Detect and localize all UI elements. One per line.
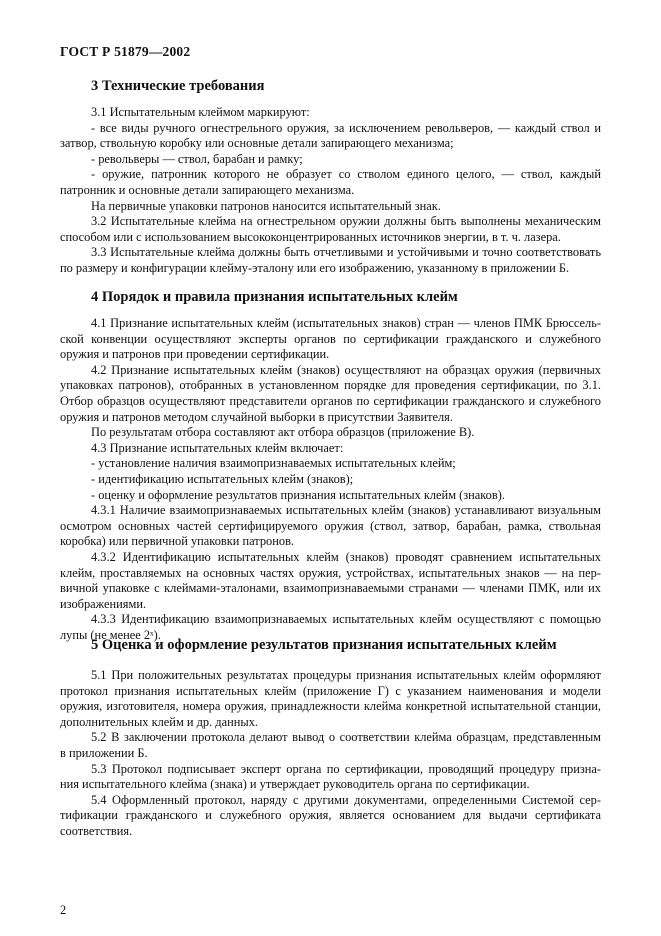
text-line: патронник и основные детали запирающего механизма. bbox=[60, 183, 355, 197]
text-line: тификации гражданского и служебного оружия, является основанием для выдачи сертификата bbox=[60, 808, 601, 823]
text-line: По результатам отбора составляют акт отбора образцов (приложение В). bbox=[91, 425, 475, 440]
text-line: 4.2 Признание испытательных клейм (знаков) осуществляют на образцах оружия (первичных bbox=[91, 362, 601, 377]
text-line: - револьверы — ствол, барабан и рамку; bbox=[91, 151, 303, 166]
page-number: 2 bbox=[60, 903, 67, 917]
text-line: дополнительных клейм и др. данных. bbox=[60, 714, 258, 729]
text-line: 4.3.2 Идентификацию испытательных клейм (знаков) проводят сравнением испытательных bbox=[91, 550, 601, 564]
text-line: Отбор образцов осуществляют представители органов по сертификации гражданского и служебного bbox=[60, 394, 601, 408]
text-line: 5.3 Протокол подписывает эксперт органа по сертификации, проводящий процедуру призна- bbox=[91, 761, 601, 776]
text-line: оружия и патронов при проведении сертификации. bbox=[60, 347, 330, 362]
text-line: коробка) или первичной упаковки патронов. bbox=[60, 534, 295, 549]
text-line: изображениями. bbox=[60, 596, 147, 611]
text-line: 5.1 При положительных результатах процедуры признания испытательных клейм оформляют bbox=[91, 668, 601, 682]
text-line: в приложении Б. bbox=[60, 746, 148, 760]
text-line: 3.1 Испытательным клеймом маркируют: bbox=[91, 105, 310, 119]
text-line: 4.3.3 Идентификацию взаимопризнаваемых испытательных клейм осуществляют с помощью bbox=[91, 612, 601, 627]
text-line: протокол признания испытательных клейм (приложение Г) с указанием наименования и модели bbox=[60, 683, 601, 698]
text-line: соответствия. bbox=[60, 824, 133, 838]
text-line: клейм, проставляемых на основных частях оружия, устройствах, испытательных знаков — на пер- bbox=[60, 565, 601, 580]
text-line: 4.1 Признание испытательных клейм (испытательных знаков) стран — членов ПМК Брюссель- bbox=[91, 316, 601, 330]
text-line: 4.3.1 Наличие взаимопризнаваемых испытательных клейм (знаков) устанавливают визуальным bbox=[91, 503, 601, 518]
text-line: - установление наличия взаимопризнаваемых испытательных клейм; bbox=[91, 456, 456, 471]
text-line: упаковках патронов), отобранных в установленном порядке для проведения сертификации, по 3.1. bbox=[60, 378, 601, 393]
text-line: оружия, изготовителя, номера оружия, принадлежности клейма конкретной испытательной станции, bbox=[60, 699, 601, 714]
text-line: ния испытательного клейма (знака) и утверждает руководитель органа по сертификации. bbox=[60, 777, 530, 792]
text-line: 4.3 Признание испытательных клейм включает: bbox=[91, 440, 344, 455]
text-line: - оценку и оформление результатов признания испытательных клейм (знаков). bbox=[91, 487, 505, 502]
text-line: лупы (не менее 2ˣ). bbox=[60, 628, 161, 642]
text-line: оружия и патронов методом случайной выборки в присутствии Заявителя. bbox=[60, 409, 453, 424]
text-line: 3.3 Испытательные клейма должны быть отчетливыми и устойчивыми и точно соответствовать bbox=[91, 245, 601, 260]
text-line: вичной упаковке с клеймами-эталонами, взаимопризнаваемыми странами — членами ПМК, или их bbox=[60, 581, 601, 596]
text-line: - все виды ручного огнестрельного оружия, за исключением револьверов, — каждый ствол и bbox=[91, 120, 601, 135]
text-line: 5.2 В заключении протокола делают вывод о соответствии клейма образцам, представленным bbox=[91, 730, 601, 745]
section-title: 3 Технические требования bbox=[91, 78, 265, 94]
text-line: 3.2 Испытательные клейма на огнестрельном оружии должны быть выполнены механическим bbox=[91, 214, 601, 229]
text-line: - идентификацию испытательных клейм (знаков); bbox=[91, 472, 354, 486]
text-line: осмотром основных частей сертифицируемого оружия (ствол, затвор, барабан, рамка, ствольная bbox=[60, 518, 601, 533]
text-line: На первичные упаковки патронов наносится испытательный знак. bbox=[91, 198, 441, 213]
text-line: способом или с использованием высококонцентрированных источников энергии, в т. ч. лазера. bbox=[60, 229, 561, 244]
text-line: ской конвенции осуществляют эксперты органов по сертификации гражданского и служебного bbox=[60, 331, 601, 346]
text-line: 5.4 Оформленный протокол, наряду с другими документами, определенными Системой сер- bbox=[91, 792, 601, 807]
text-line: по размеру и конфигурации клейму-эталону или его изображению, указанному в приложении Б. bbox=[60, 261, 570, 275]
text-line: - оружие, патронник которого не образует со стволом единого целого, — ствол, каждый bbox=[91, 167, 601, 182]
document-header: ГОСТ Р 51879—2002 bbox=[60, 44, 191, 59]
text-line: затвор, ствольную коробку или основные детали запирающего механизма; bbox=[60, 136, 454, 151]
section-title: 4 Порядок и правила признания испытательных клейм bbox=[91, 289, 458, 305]
section-title: 5 Оценка и оформление результатов признания испытательных клейм bbox=[91, 637, 557, 653]
